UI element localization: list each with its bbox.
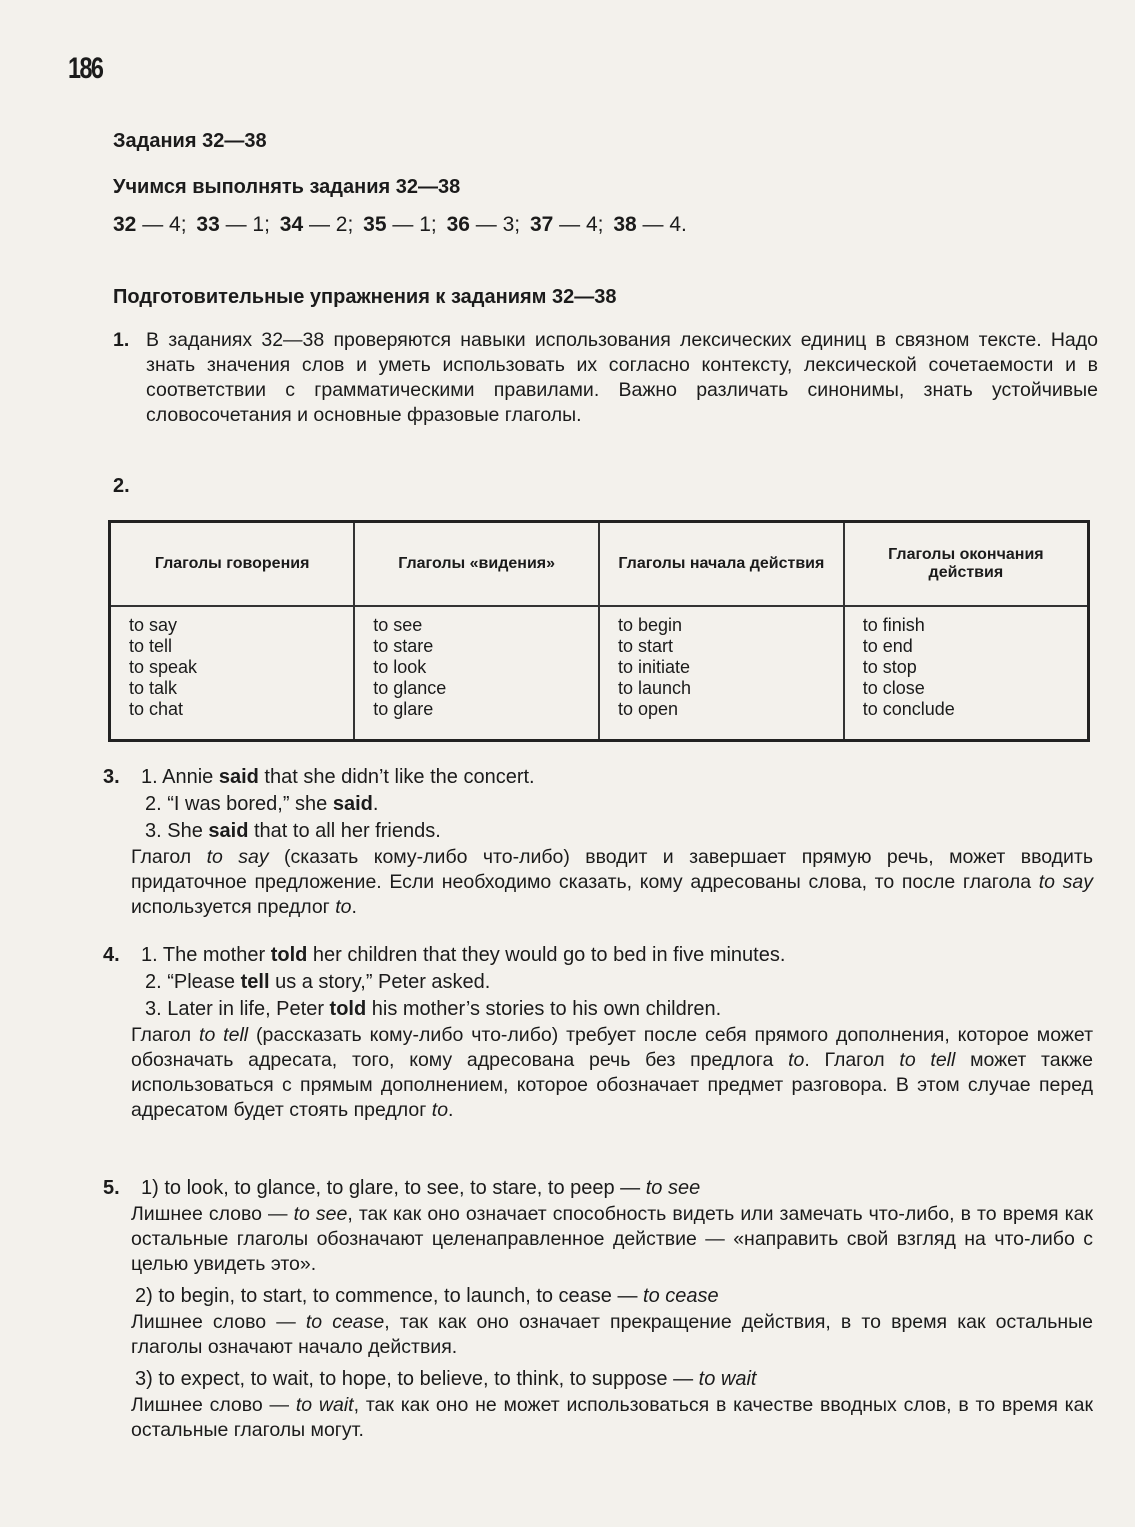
example-line: 3. She said that to all her friends.: [145, 820, 441, 842]
table-header: Глаголы говорения: [110, 522, 355, 607]
exercise-1: [113, 328, 1098, 428]
exercise-3: [103, 764, 1093, 920]
table-cell: to finish to end to stop to close to conclude: [844, 606, 1089, 741]
explanation-text: Лишнее слово — to cease, так как оно означает прекращение действия, в то время как остальные глаголы означают начало действия.: [131, 1311, 1093, 1358]
explanation-text: Лишнее слово — to wait, так как оно не может использоваться в качестве вводных слов, в то время как остальные глаголы могут.: [131, 1394, 1094, 1441]
example-line: 2. “Please tell us a story,” Peter asked.: [145, 971, 491, 993]
word-list: 3) to expect, to wait, to hope, to believe, to think, to suppose — to wait: [135, 1368, 757, 1390]
answer-item: 34 — 2;: [279, 213, 360, 236]
exercise-text: В заданиях 32—38 проверяются навыки использования лексических единиц в связном тексте. Надо знать значения слов и уметь использовать их согласно контексту, лексической сочетаемости и в соответствии с грамматическими правилами. Важно различать синонимы, знать устойчивые словосочетания и основные фразовые глаголы.: [146, 329, 1098, 426]
exercise-number: 3.: [103, 766, 120, 788]
answer-item: 38 — 4.: [613, 213, 687, 236]
word-list: 1) to look, to glance, to glare, to see, to stare, to peep — to see: [141, 1177, 701, 1199]
answer-key: [113, 213, 691, 237]
section-heading: Задания 32—38: [113, 130, 267, 152]
answer-item: 36 — 3;: [446, 213, 526, 236]
explanation-text: Глагол to tell (рассказать кому-либо что-либо) требует после себя прямого дополнения, которое может обозначать адресата, того, кому адресована речь без предлога to. Глагол to tell может также использоваться с прямым дополнением, которое обозначает предмет разговора. В этом случае перед адресатом будет стоять предлог to.: [131, 1024, 1094, 1121]
exercises-heading: Подготовительные упражнения к заданиям 32—38: [113, 286, 617, 308]
example-line: 1. The mother told her children that they would go to bed in five minutes.: [141, 944, 786, 966]
table-cell: to say to tell to speak to talk to chat: [110, 606, 355, 741]
example-line: 3. Later in life, Peter told his mother’s stories to his own children.: [145, 998, 722, 1020]
exercise-number: 5.: [103, 1177, 120, 1199]
explanation-text: Глагол to say (сказать кому-либо что-либо) вводит и завершает прямую речь, может вводить придаточное предложение. Если необходимо сказать, кому адресованы слова, то после глагола to say используется предлог to.: [131, 846, 1093, 918]
table-header: Глаголы «видения»: [354, 522, 599, 607]
example-line: 2. “I was bored,” she said.: [145, 793, 379, 815]
verb-table: [108, 520, 1090, 742]
example-line: 1. Annie said that she didn’t like the concert.: [141, 766, 535, 788]
table-header: Глаголы начала действия: [599, 522, 844, 607]
exercise-2-number: 2.: [113, 475, 130, 497]
word-list: 2) to begin, to start, to commence, to launch, to cease — to cease: [135, 1285, 719, 1307]
exercise-number: 4.: [103, 944, 120, 966]
explanation-text: Лишнее слово — to see, так как оно означает способность видеть или замечать что-либо, в то время как остальные глаголы обозначают целенаправленное действие — «направить свой взгляд на что-либо с целью увидеть это».: [131, 1203, 1093, 1275]
answer-item: 35 — 1;: [363, 213, 443, 236]
answer-item: 33 — 1;: [196, 213, 276, 236]
answer-item: 37 — 4;: [529, 213, 610, 236]
table-header: Глаголы окончания действия: [844, 522, 1089, 607]
exercise-number: 1.: [113, 329, 130, 351]
exercise-5: [103, 1175, 1093, 1443]
subsection-heading: Учимся выполнять задания 32—38: [113, 176, 461, 198]
page-number: 186: [68, 52, 103, 85]
table-cell: to begin to start to initiate to launch to open: [599, 606, 844, 741]
table-cell: to see to stare to look to glance to glare: [354, 606, 599, 741]
answer-item: 32 — 4;: [113, 213, 193, 236]
exercise-4: [103, 942, 1093, 1123]
